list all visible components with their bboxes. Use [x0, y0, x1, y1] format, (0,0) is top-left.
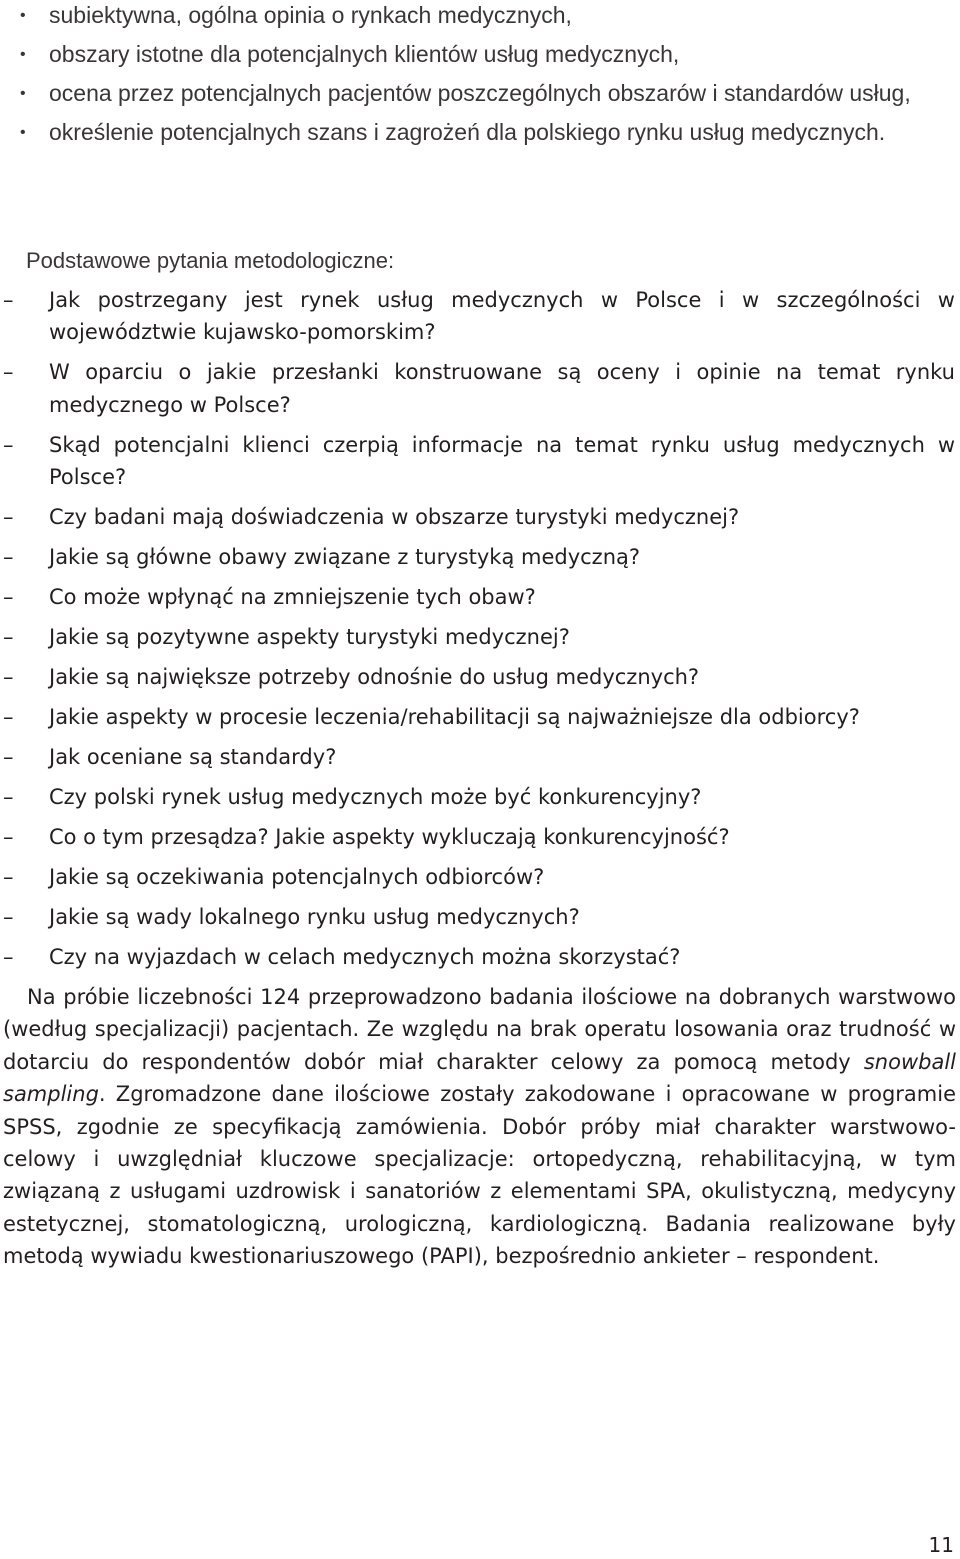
paragraph-text-start: Na próbie liczebności 124 przeprowadzono badania ilościowe na dobranych warstwowo (według specjalizacji) pacjentach. Ze względu na brak operatu losowania oraz trudność w dotarciu do respondentów dobór miał charakter celowy za pomocą metody	[3, 985, 956, 1074]
question-item	[0, 701, 955, 733]
bullet-item	[0, 38, 956, 71]
bullet-item	[0, 116, 956, 149]
dash-icon: –	[3, 432, 14, 457]
dash-icon: –	[3, 625, 14, 650]
bullet-text: subiektywna, ogólna opinia o rynkach medycznych,	[49, 2, 572, 28]
question-item	[0, 284, 955, 349]
dash-icon: –	[3, 745, 14, 770]
dash-icon: –	[3, 705, 14, 730]
dash-icon: –	[3, 585, 14, 610]
question-text: Jak oceniane są standardy?	[49, 745, 337, 770]
dash-icon: –	[3, 825, 14, 850]
bullet-icon: •	[20, 85, 26, 102]
methodology-paragraph	[3, 981, 956, 1273]
question-text: Jakie są główne obawy związane z turystyką medyczną?	[49, 545, 641, 570]
dash-icon: –	[3, 360, 14, 385]
bullet-icon: •	[20, 7, 26, 24]
question-item	[0, 541, 955, 573]
questions-heading: Podstawowe pytania metodologiczne:	[26, 248, 395, 273]
dash-icon: –	[3, 288, 14, 312]
question-item	[0, 861, 955, 893]
bullet-item	[0, 77, 956, 110]
question-text: Czy na wyjazdach w celach medycznych można skorzystać?	[49, 945, 681, 970]
question-item	[0, 941, 955, 973]
question-item	[0, 741, 955, 773]
question-item	[0, 429, 955, 494]
bullet-icon: •	[20, 46, 26, 63]
dash-icon: –	[3, 665, 14, 690]
question-text: Czy badani mają doświadczenia w obszarze turystyki medycznej?	[49, 505, 740, 530]
dash-icon: –	[3, 505, 14, 530]
bullet-item	[0, 0, 956, 32]
bullet-text: ocena przez potencjalnych pacjentów poszczególnych obszarów i standardów usług,	[49, 80, 911, 106]
question-text: Jakie są wady lokalnego rynku usług medycznych?	[49, 905, 580, 930]
question-text: Jakie są największe potrzeby odnośnie do usług medycznych?	[49, 665, 700, 690]
question-item	[0, 501, 955, 533]
question-item	[0, 821, 955, 853]
question-item	[0, 781, 955, 813]
dash-icon: –	[3, 545, 14, 570]
question-list	[0, 284, 955, 981]
question-text: W oparciu o jakie przesłanki konstruowane są oceny i opinie na temat rynku medycznego w Polsce?	[49, 360, 955, 417]
question-text: Jakie są pozytywne aspekty turystyki medycznej?	[49, 625, 570, 650]
question-text: Jakie aspekty w procesie leczenia/rehabilitacji są najważniejsze dla odbiorcy?	[49, 705, 860, 730]
question-text: Skąd potencjalni klienci czerpią informacje na temat rynku usług medycznych w Polsce?	[49, 432, 955, 490]
dash-icon: –	[3, 905, 14, 930]
page-number: 11	[928, 1533, 954, 1557]
bullet-text: obszary istotne dla potencjalnych klientów usług medycznych,	[49, 41, 680, 67]
question-item	[0, 581, 955, 613]
dash-icon: –	[3, 945, 14, 970]
bullet-list	[0, 0, 956, 155]
question-text: Co o tym przesądza? Jakie aspekty wykluczają konkurencyjność?	[49, 825, 730, 850]
question-text: Czy polski rynek usług medycznych może być konkurencyjny?	[49, 785, 702, 810]
bullet-icon: •	[20, 124, 26, 141]
question-item	[0, 356, 955, 421]
question-text: Jak postrzegany jest rynek usług medycznych w Polsce i w szczególności w województwie kujawsko-pomorskim?	[49, 288, 955, 345]
dash-icon: –	[3, 865, 14, 890]
bullet-text: określenie potencjalnych szans i zagrożeń dla polskiego rynku usług medycznych.	[49, 119, 886, 145]
dash-icon: –	[3, 785, 14, 810]
question-item	[0, 901, 955, 933]
question-item	[0, 621, 955, 653]
question-item	[0, 661, 955, 693]
question-text: Co może wpłynąć na zmniejszenie tych obaw?	[49, 585, 536, 610]
paragraph-italic-term: snowball sampling	[3, 1049, 956, 1107]
paragraph-text-end: . Zgromadzone dane ilościowe zostały zakodowane i opracowane w programie SPSS, zgodnie ze specyfikacją zamówienia. Dobór próby miał charakter warstwowo-celowy i uwzględniał kluczowe specjalizacje: ortopedyczną, rehabilitacyjną, w tym związaną z usługami uzdrowisk i sanatoriów z elementami SPA, okulistyczną, medycyny estetycznej, stomatologiczną, urologiczną, kardiologiczną. Badania realizowane były metodą wywiadu kwestionariuszowego (PAPI), bezpośrednio ankieter – respondent.	[3, 1082, 956, 1269]
question-text: Jakie są oczekiwania potencjalnych odbiorców?	[49, 865, 545, 890]
